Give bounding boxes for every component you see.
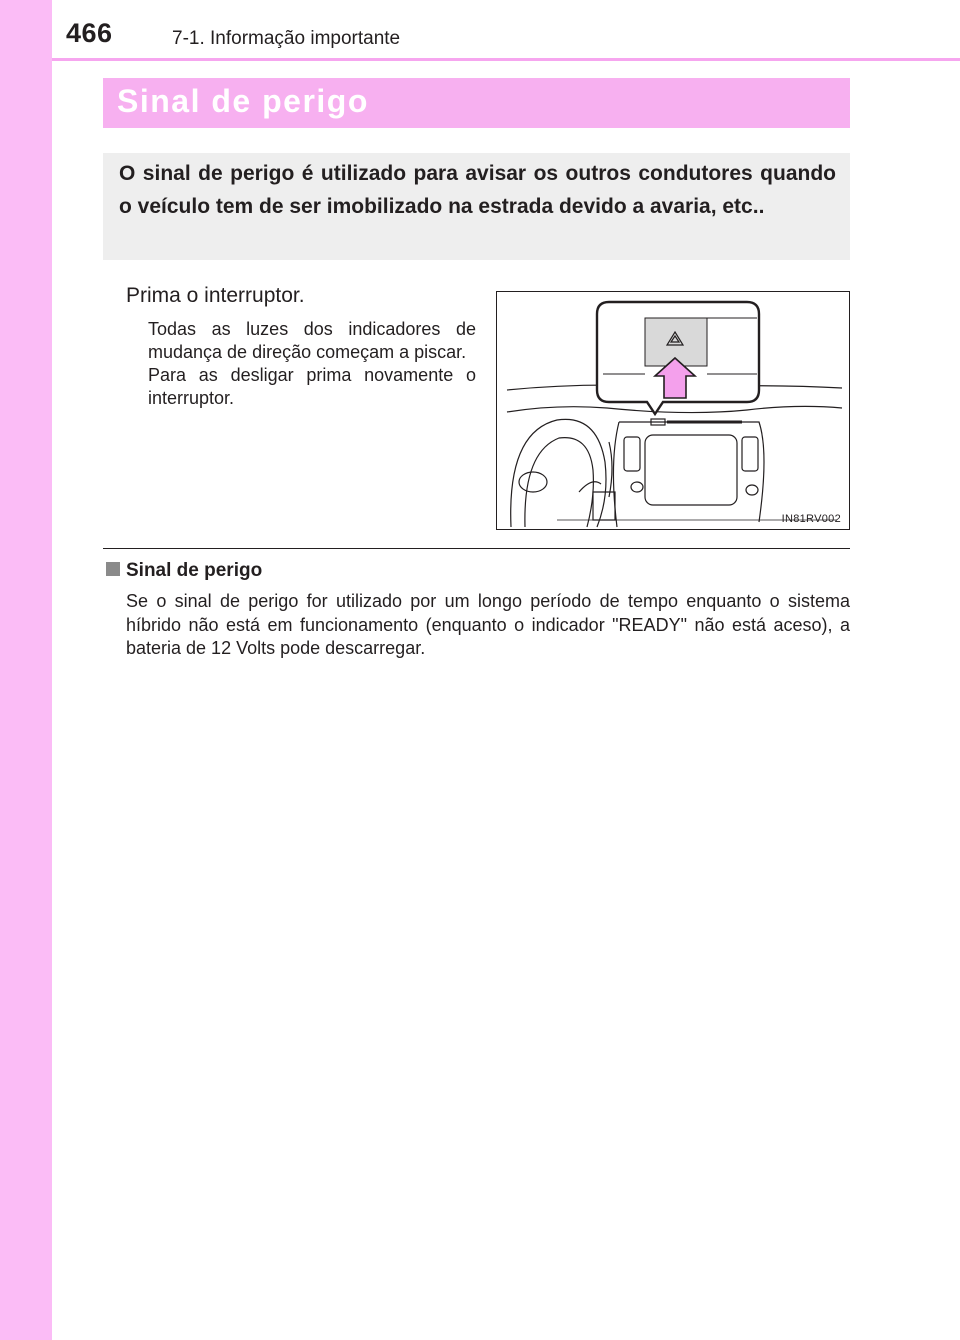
note-heading-label: Sinal de perigo	[126, 560, 263, 581]
step-description-line-2: Para as desligar prima novamente o interruptor.	[148, 365, 476, 408]
step-description	[148, 318, 476, 410]
center-display	[645, 435, 737, 505]
chapter-title: 7-1. Informação importante	[172, 28, 401, 49]
section-title: Sinal de perigo	[117, 83, 369, 119]
note-bullet-icon	[106, 562, 120, 576]
step-description-line-1: Todas as luzes dos indicadores de mudança de direção começam a piscar.	[148, 319, 476, 362]
section-title-bar	[103, 78, 850, 128]
note-heading	[106, 560, 262, 582]
figure-code: IN81RV002	[781, 513, 841, 525]
note-text: Se o sinal de perigo for utilizado por um longo período de tempo enquanto o sistema híbrido não está em funcionamento (enquanto o indicador "READY" não está aceso), a bateria de 12 Volts pode descarregar.	[126, 591, 850, 658]
intro-text: O sinal de perigo é utilizado para avisar os outros condutores quando o veículo tem de ser imobilizado na estrada devido a avaria, etc..	[119, 162, 836, 218]
side-color-band	[0, 0, 52, 1340]
page-number: 466	[66, 18, 113, 48]
header-rule	[52, 58, 960, 61]
step-heading: Prima o interruptor.	[126, 284, 305, 307]
dashboard-drawing	[497, 292, 849, 529]
dashboard-illustration	[496, 291, 850, 530]
intro-box	[103, 153, 850, 260]
section-divider	[103, 548, 850, 549]
